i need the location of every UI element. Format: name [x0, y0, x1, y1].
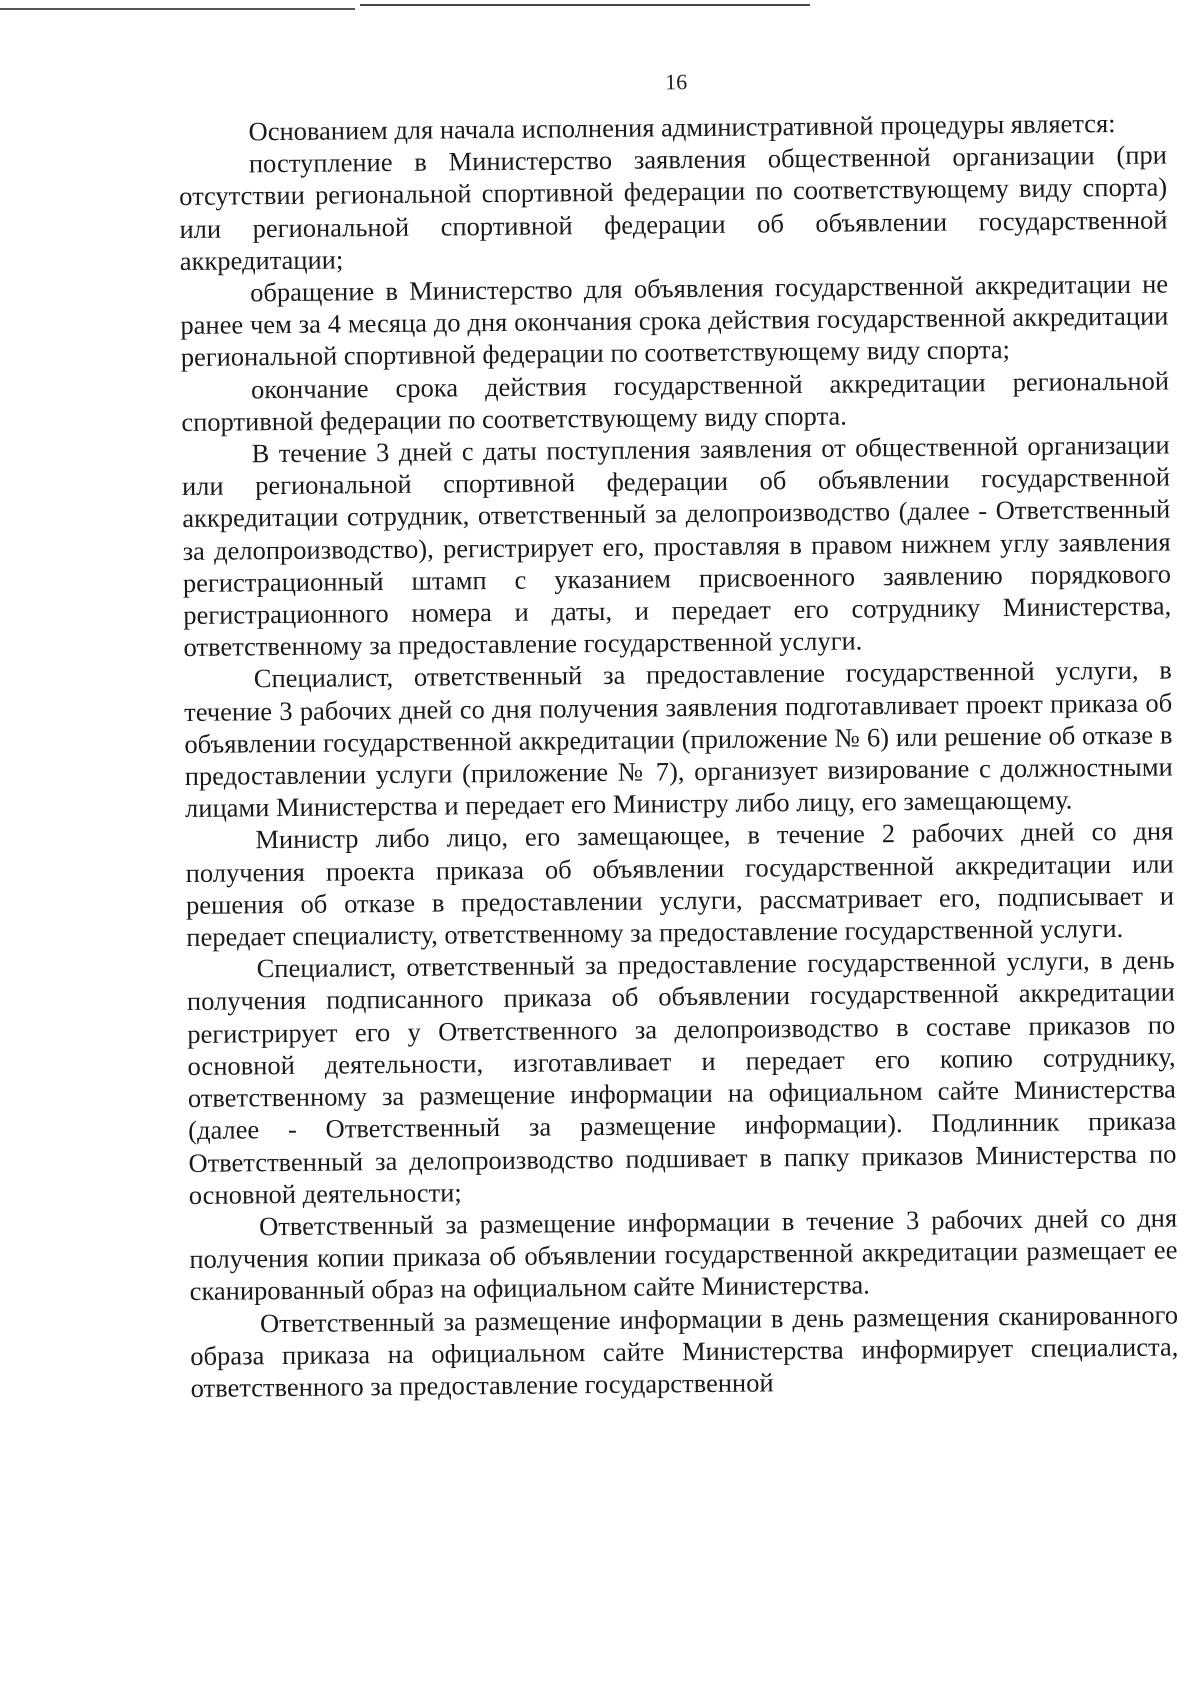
- paragraph-website-publication: Ответственный за размещение информации в течение 3 рабочих дней со дня получения копии приказа об объявлении государственной аккредитации размещает ее сканированный образ на официальном сайте Министерства.: [189, 1202, 1178, 1307]
- paragraph-order-preparation: Специалист, ответственный за предоставление государственной услуги, в течение 3 рабочих дней со дня получения заявления подготавливает проект приказа об объявлении государственной аккредитации (приложение № 6) или решение об отказе в предоставлении услуги (приложение № 7), организует визирование с должностными лицами Министерства и передает его Министру либо лицу, его замещающему.: [184, 654, 1173, 824]
- paragraph-application-receipt: поступление в Министерство заявления общественной организации (при отсутствии региональной спортивной федерации по соответствующему виду спорта) или региональной спортивной федерации об объявлении государственной аккредитации;: [179, 139, 1168, 276]
- scan-edge-line-right: [360, 4, 810, 6]
- page-number: 16: [665, 69, 688, 95]
- paragraph-minister-review: Министр либо лицо, его замещающее, в течение 2 рабочих дней со дня получения проекта приказа об объявлении государственной аккредитации или решения об отказе в предоставлении услуги, рассматривает его, подписывает и передает специалисту, ответственному за предоставление государственной услуги.: [185, 815, 1175, 953]
- paragraph-order-registration: Специалист, ответственный за предоставление государственной услуги, в день получения подписанного приказа об объявлении государственной аккредитации регистрирует его у Ответственного за делопроизводство в составе приказов по основной деятельности, изготавливает и передает его копию сотруднику, ответственному за размещение информации на официальном сайте Министерства (далее - Ответственный за размещение информации). Подлинник приказа Ответственный за делопроизводство подшивает в папку приказов Министерства по основной деятельности;: [186, 944, 1177, 1210]
- document-body: [178, 107, 1178, 1405]
- paragraph-appeal-to-ministry: обращение в Министерство для объявления государственной аккредитации не ранее чем за 4 месяца до дня окончания срока действия государственной аккредитации региональной спортивной федерации по соответствующему виду спорта;: [180, 268, 1169, 373]
- scan-edge-line-left: [0, 8, 355, 10]
- paragraph-registration: В течение 3 дней с даты поступления заявления от общественной организации или региональной спортивной федерации об объявлении государственной аккредитации сотрудник, ответственный за делопроизводство (далее - Ответственный за делопроизводство), регистрирует его, проставляя в правом нижнем углу заявления регистрационный штамп с указанием присвоенного заявлению порядкового регистрационного номера и даты, и передает его сотруднику Министерства, ответственному за предоставление государственной услуги.: [181, 429, 1172, 663]
- document-page: [178, 61, 1179, 1405]
- paragraph-accreditation-expiry: окончание срока действия государственной аккредитации региональной спортивной федерации по соответствующему виду спорта.: [181, 365, 1170, 437]
- paragraph-specialist-notification: Ответственный за размещение информации в день размещения сканированного образа приказа на официальном сайте Министерства информирует специалиста, ответственного за предоставление государственной: [190, 1298, 1179, 1403]
- paragraph-procedure-basis: Основанием для начала исполнения административной процедуры является:: [248, 108, 1116, 147]
